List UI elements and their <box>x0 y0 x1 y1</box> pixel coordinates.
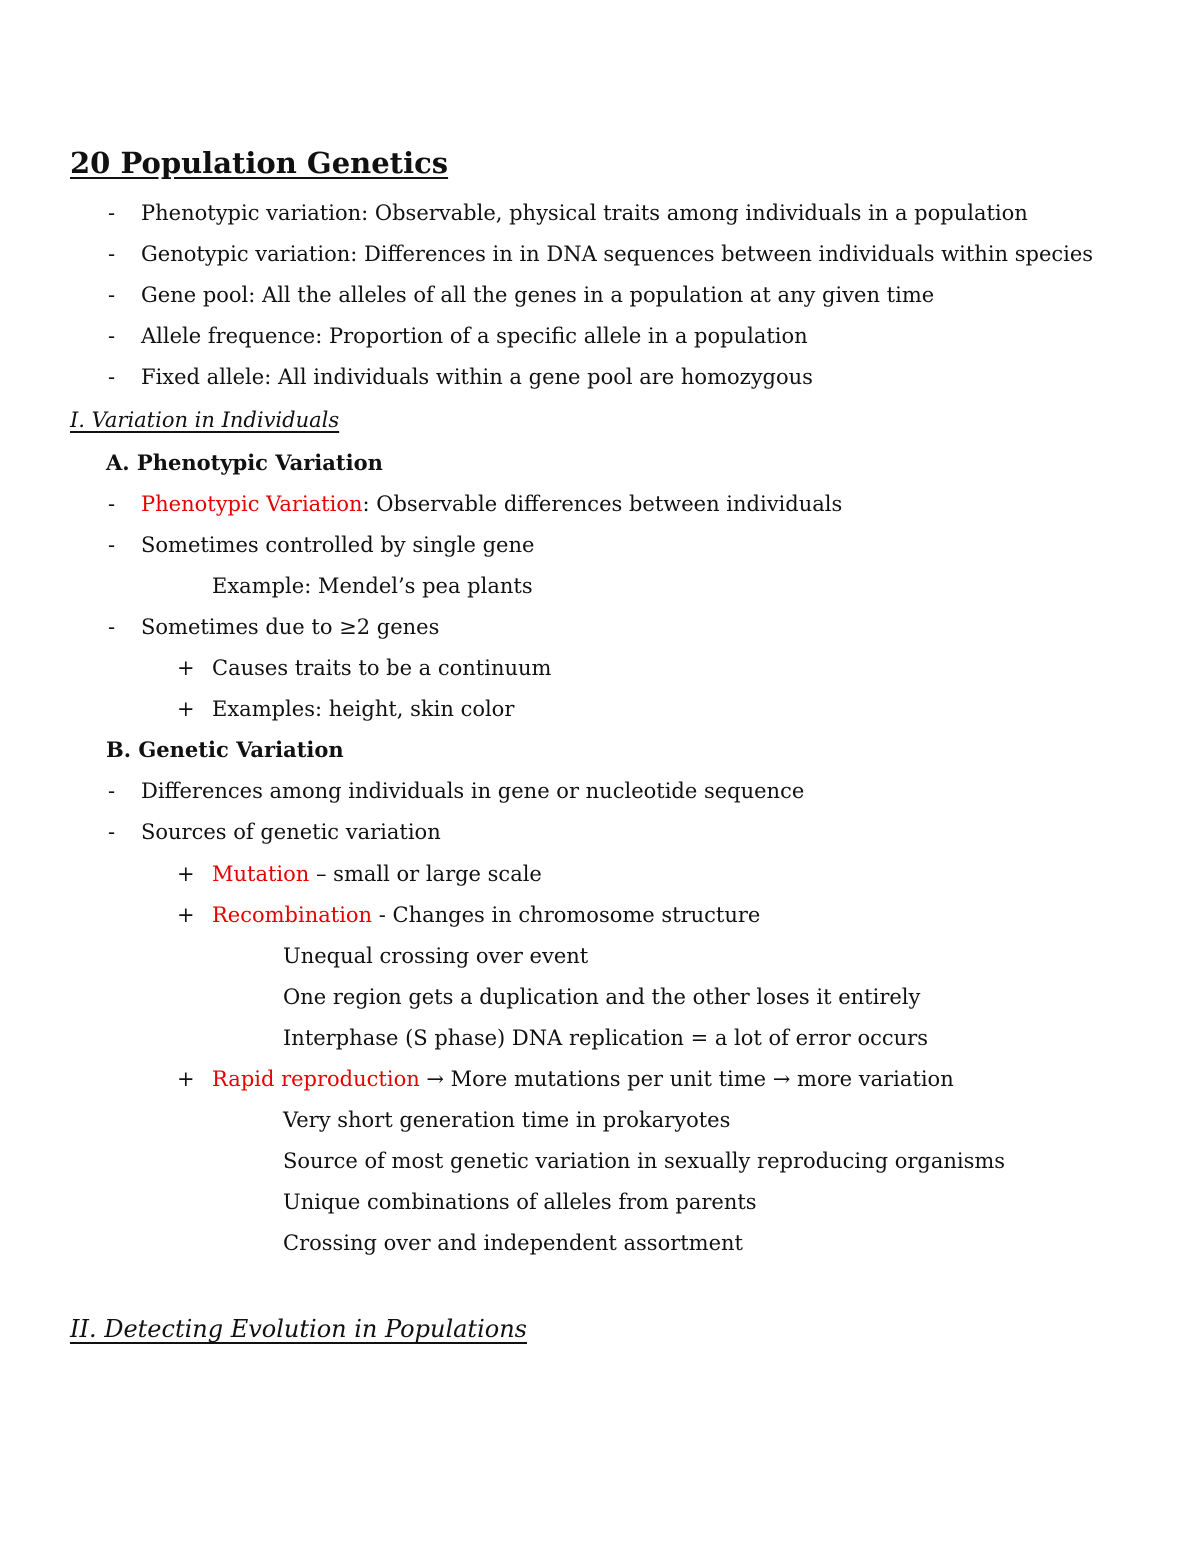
page-title: 20 Population Genetics <box>70 146 449 180</box>
subsection-heading-genetic: B. Genetic Variation <box>106 737 344 762</box>
list-item-text: Fixed allele: All individuals within a gene pool are homozygous <box>141 365 813 389</box>
plus-marker: + <box>177 697 195 721</box>
sub-list-item-text <box>212 1065 954 1093</box>
detail-line: One region gets a duplication and the other loses it entirely <box>283 985 921 1009</box>
dash-marker: - <box>108 283 116 307</box>
detail-line: Unequal crossing over event <box>283 944 589 968</box>
detail-line: Crossing over and independent assortment <box>283 1231 743 1255</box>
dash-marker: - <box>108 492 116 516</box>
detail-line: Very short generation time in prokaryotes <box>283 1108 731 1132</box>
list-item-text: Genotypic variation: Differences in in DNA sequences between individuals within species <box>141 242 1094 266</box>
dash-marker: - <box>108 615 116 639</box>
section-heading-variation: I. Variation in Individuals <box>70 408 340 432</box>
list-item-text: Sometimes due to ≥2 genes <box>141 615 440 639</box>
term-definition: → More mutations per unit time → more variation <box>419 1067 954 1091</box>
sub-list-item-text <box>212 860 542 888</box>
dash-marker: - <box>108 365 116 389</box>
plus-marker: + <box>177 862 195 886</box>
plus-marker: + <box>177 1067 195 1091</box>
list-item-text: Gene pool: All the alleles of all the genes in a population at any given time <box>141 283 935 307</box>
plus-marker: + <box>177 656 195 680</box>
list-item-text: Sometimes controlled by single gene <box>141 533 535 557</box>
term-definition: - Changes in chromosome structure <box>372 903 761 927</box>
highlight-term: Phenotypic Variation <box>141 492 363 516</box>
example-line: Example: Mendel’s pea plants <box>212 574 533 598</box>
sub-list-item-text: Examples: height, skin color <box>212 697 515 721</box>
term-definition: – small or large scale <box>309 862 542 886</box>
dash-marker: - <box>108 324 116 348</box>
dash-marker: - <box>108 820 116 844</box>
subsection-heading-phenotypic: A. Phenotypic Variation <box>106 450 383 475</box>
sub-list-item-text: Causes traits to be a continuum <box>212 656 552 680</box>
detail-line: Source of most genetic variation in sexually reproducing organisms <box>283 1149 1006 1173</box>
list-item-text: Differences among individuals in gene or nucleotide sequence <box>141 779 805 803</box>
dash-marker: - <box>108 779 116 803</box>
highlight-term: Rapid reproduction <box>212 1067 420 1091</box>
plus-marker: + <box>177 903 195 927</box>
list-item-text: Allele frequence: Proportion of a specific allele in a population <box>141 324 808 348</box>
section-heading-detecting-evolution: II. Detecting Evolution in Populations <box>70 1315 527 1343</box>
list-item-text: Sources of genetic variation <box>141 820 441 844</box>
highlight-term: Recombination <box>212 903 373 927</box>
dash-marker: - <box>108 533 116 557</box>
term-definition: : Observable differences between individuals <box>362 492 843 516</box>
sub-list-item-text <box>212 901 760 929</box>
dash-marker: - <box>108 201 116 225</box>
list-item-text: Phenotypic variation: Observable, physical traits among individuals in a population <box>141 201 1028 225</box>
detail-line: Unique combinations of alleles from parents <box>283 1190 757 1214</box>
dash-marker: - <box>108 242 116 266</box>
list-item-text <box>141 490 842 518</box>
detail-line: Interphase (S phase) DNA replication = a lot of error occurs <box>283 1026 928 1050</box>
highlight-term: Mutation <box>212 862 310 886</box>
